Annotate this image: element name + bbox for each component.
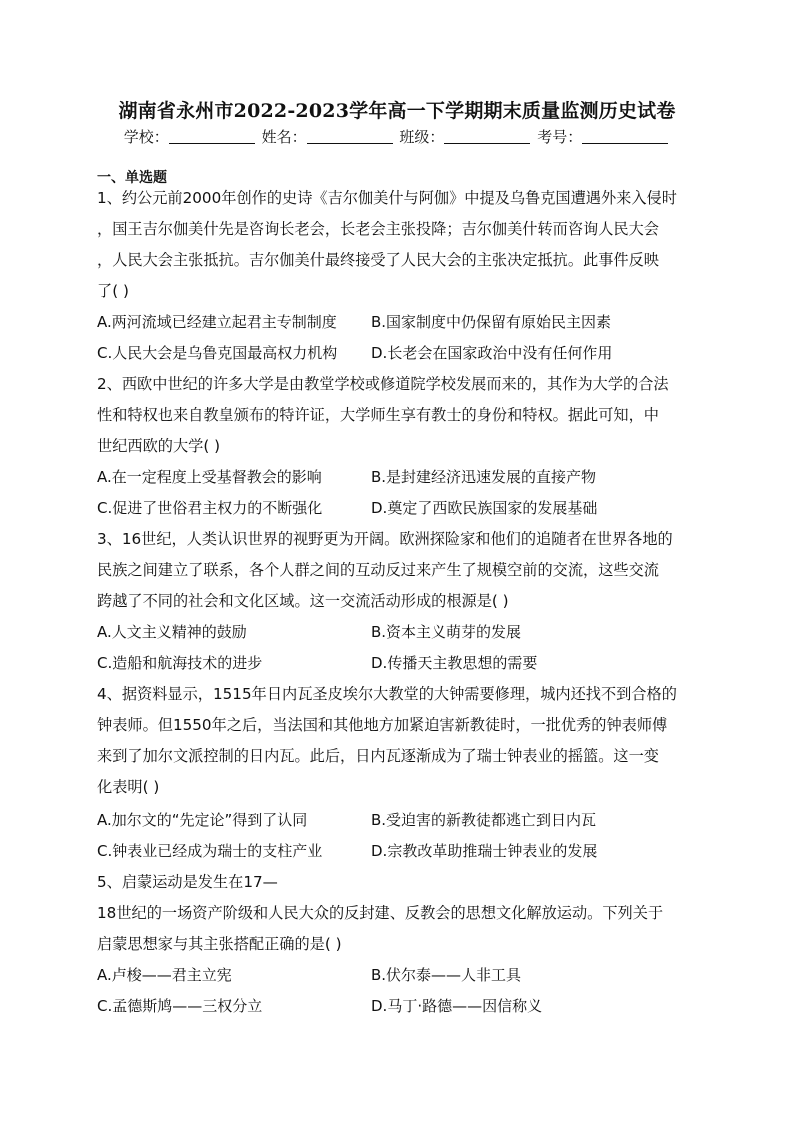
question-2-option-b[interactable]: B.是封建经济迅速发展的直接产物 (371, 468, 597, 486)
question-2-line-2: 性和特权也来自教皇颁布的特许证，大学师生享有教士的身份和特权。据此可知，中 (97, 406, 659, 424)
question-5-line-3: 启蒙思想家与其主张搭配正确的是( ) (97, 935, 342, 953)
question-3-line-1: 3、16世纪，人类认识世界的视野更为开阔。欧洲探险家和他们的追随者在世界各地的 (97, 530, 673, 548)
exam-number-blank[interactable] (582, 129, 668, 144)
question-5-option-b[interactable]: B.伏尔泰——人非工具 (371, 966, 522, 984)
question-1-line-2: ，国王吉尔伽美什先是咨询长老会，长老会主张投降；吉尔伽美什转而咨询人民大会 (97, 220, 659, 238)
question-4-option-b[interactable]: B.受迫害的新教徒都逃亡到日内瓦 (371, 811, 597, 829)
question-4-line-4: 化表明( ) (97, 778, 160, 796)
exam-title: 湖南省永州市2022-2023学年高一下学期期末质量监测历史试卷 (118, 100, 676, 122)
question-3-line-2: 民族之间建立了联系，各个人群之间的互动反过来产生了规模空前的交流，这些交流 (97, 561, 659, 579)
question-4-line-3: 来到了加尔文派控制的日内瓦。此后，日内瓦逐渐成为了瑞士钟表业的摇篮。这一变 (97, 747, 659, 765)
question-2-option-c[interactable]: C.促进了世俗君主权力的不断强化 (97, 499, 323, 517)
question-1-option-a[interactable]: A.两河流域已经建立起君主专制制度 (97, 313, 337, 331)
question-1-option-d[interactable]: D.长老会在国家政治中没有任何作用 (371, 344, 613, 362)
section-title: 一、单选题 (97, 170, 167, 186)
question-3-option-d[interactable]: D.传播天主教思想的需要 (371, 654, 538, 672)
question-4-line-1: 4、据资料显示，1515年日内瓦圣皮埃尔大教堂的大钟需要修理，城内还找不到合格的 (97, 685, 677, 703)
question-2-line-3: 世纪西欧的大学( ) (97, 437, 220, 455)
school-blank[interactable] (169, 129, 255, 144)
question-3-option-a[interactable]: A.人文主义精神的鼓励 (97, 623, 247, 641)
question-2-option-d[interactable]: D.奠定了西欧民族国家的发展基础 (371, 499, 598, 517)
school-label: 学校： (123, 128, 169, 146)
name-blank[interactable] (307, 129, 393, 144)
question-5-option-d[interactable]: D.马丁·路德——因信称义 (371, 997, 543, 1015)
student-info-line (0, 126, 794, 147)
question-2-line-1: 2、西欧中世纪的许多大学是由教堂学校或修道院学校发展而来的，其作为大学的合法 (97, 375, 669, 393)
question-5-line-2: 18世纪的一场资产阶级和人民大众的反封建、反教会的思想文化解放运动。下列关于 (97, 904, 664, 922)
question-5-line-1: 5、启蒙运动是发生在17— (97, 873, 278, 891)
question-4-line-2: 钟表师。但1550年之后，当法国和其他地方加紧迫害新教徒时，一批优秀的钟表师傅 (97, 716, 668, 734)
question-4-option-c[interactable]: C.钟表业已经成为瑞士的支柱产业 (97, 842, 323, 860)
question-1-option-c[interactable]: C.人民大会是乌鲁克国最高权力机构 (97, 344, 338, 362)
question-2-option-a[interactable]: A.在一定程度上受基督教会的影响 (97, 468, 322, 486)
class-label: 班级： (399, 128, 445, 146)
name-label: 姓名： (261, 128, 307, 146)
question-3-option-c[interactable]: C.造船和航海技术的进步 (97, 654, 263, 672)
question-4-option-a[interactable]: A.加尔文的“先定论”得到了认同 (97, 811, 308, 829)
question-1-option-b[interactable]: B.国家制度中仍保留有原始民主因素 (371, 313, 612, 331)
exam-number-label: 考号： (537, 128, 583, 146)
class-blank[interactable] (444, 129, 530, 144)
question-5-option-a[interactable]: A.卢梭——君主立宪 (97, 966, 232, 984)
question-3-line-3: 跨越了不同的社会和文化区域。这一交流活动形成的根源是( ) (97, 592, 509, 610)
question-1-line-4: 了( ) (97, 282, 129, 300)
question-3-option-b[interactable]: B.资本主义萌芽的发展 (371, 623, 522, 641)
question-1-line-3: ，人民大会主张抵抗。吉尔伽美什最终接受了人民大会的主张决定抵抗。此事件反映 (97, 251, 659, 269)
question-1-line-1: 1、约公元前2000年创作的史诗《吉尔伽美什与阿伽》中提及乌鲁克国遭遇外来入侵时 (97, 189, 677, 207)
question-4-option-d[interactable]: D.宗教改革助推瑞士钟表业的发展 (371, 842, 598, 860)
question-5-option-c[interactable]: C.孟德斯鸠——三权分立 (97, 997, 263, 1015)
